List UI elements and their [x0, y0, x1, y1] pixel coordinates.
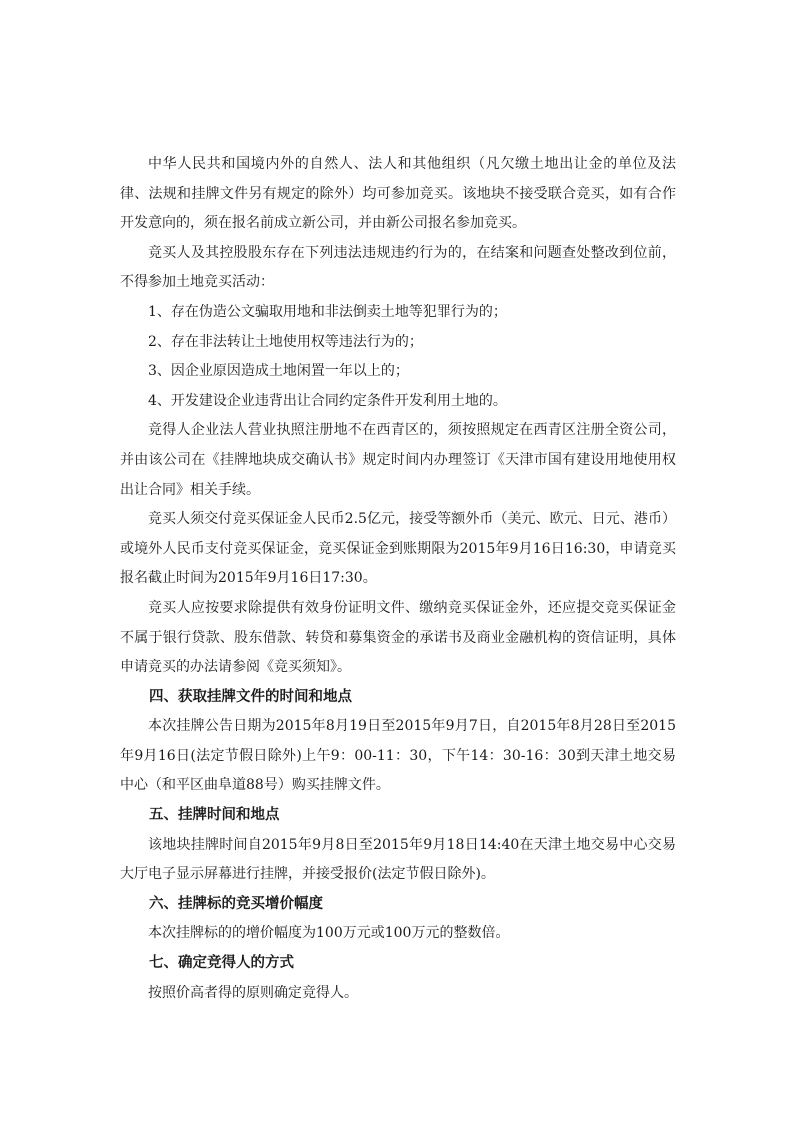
section-6-body: 本次挂牌标的的增价幅度为100万元或100万元的整数倍。	[148, 925, 510, 942]
registration-paragraph: 竞得人企业法人营业执照注册地不在西青区的，须按照规定在西青区注册全资公司，并由该公司在《挂牌地块成交确认书》规定时间内办理签订《天津市国有建设用地使用权出让合同》相关手续。	[120, 422, 676, 498]
eligibility-paragraph: 中华人民共和国境内外的自然人、法人和其他组织（凡欠缴土地出让金的单位及法律、法规和挂牌文件另有规定的除外）均可参加竞买。该地块不接受联合竞买，如有合作开发意向的，须在报名前成立新公司，并由新公司报名参加竞买。	[120, 156, 676, 232]
section-4-heading: 四、获取挂牌文件的时间和地点	[149, 688, 352, 705]
section-5-heading: 五、挂牌时间和地点	[149, 807, 280, 824]
section-7-body: 按照价高者得的原则确定竞得人。	[148, 984, 358, 1001]
violation-item-3: 3、因企业原因造成土地闲置一年以上的；	[148, 363, 409, 380]
violation-item-2: 2、存在非法转让土地使用权等违法行为的；	[148, 333, 423, 350]
section-5-body: 该地块挂牌时间自2015年9月8日至2015年9月18日14:40在天津土地交易中心交易大厅电子显示屏幕进行挂牌，并接受报价(法定节假日除外)。	[120, 836, 676, 883]
violation-item-1: 1、存在伪造公文骗取用地和非法倒卖土地等犯罪行为的；	[148, 303, 507, 320]
violation-item-4: 4、开发建设企业违背出让合同约定条件开发利用土地的。	[148, 392, 507, 409]
documents-paragraph: 竞买人应按要求除提供有效身份证明文件、缴纳竞买保证金外，还应提交竞买保证金不属于银行贷款、股东借款、转贷和募集资金的承诺书及商业金融机构的资信证明，具体申请竞买的办法请参阅《竞买须知》。	[120, 599, 676, 676]
restriction-paragraph: 竞买人及其控股股东存在下列违法违规违约行为的，在结案和问题查处整改到位前，不得参加土地竞买活动：	[120, 244, 676, 291]
section-4-body: 本次挂牌公告日期为2015年8月19日至2015年9月7日，自2015年8月28日至2015年9月16日(法定节假日除外)上午9：00-11：30，下午14：30-16：30到天津土地交易中心（和平区曲阜道88号）购买挂牌文件。	[120, 718, 676, 794]
deposit-paragraph: 竞买人须交付竞买保证金人民币2.5亿元，接受等额外币（美元、欧元、日元、港币）或境外人民币支付竞买保证金，竞买保证金到账期限为2015年9月16日16:30，申请竞买报名截止时间为2015年9月16日17:30。	[120, 511, 676, 587]
section-6-heading: 六、挂牌标的竞买增价幅度	[149, 895, 323, 912]
section-7-heading: 七、确定竞得人的方式	[149, 955, 294, 972]
document-page	[120, 150, 676, 1008]
